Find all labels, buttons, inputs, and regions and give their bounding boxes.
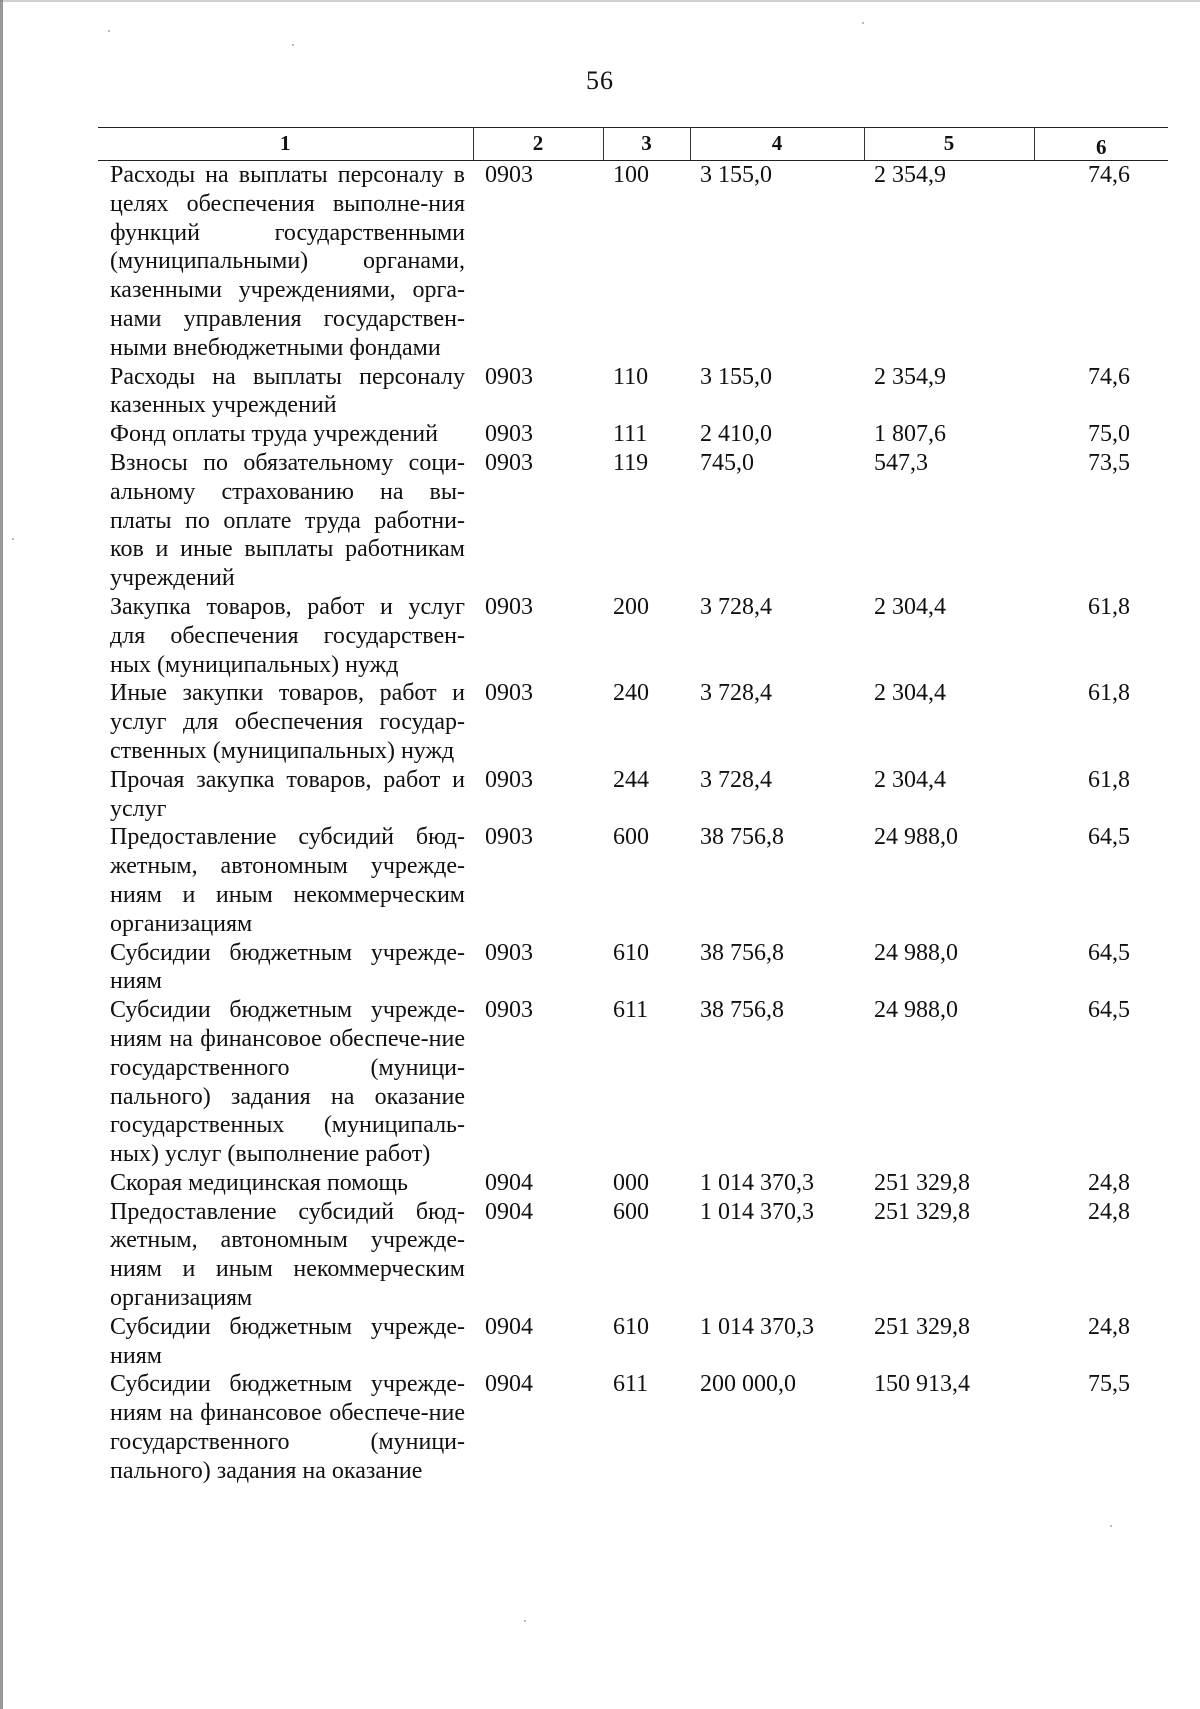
row-section-code: 0903 xyxy=(485,363,533,390)
row-expense-type: 610 xyxy=(613,939,649,966)
row-name: Субсидии бюджетным учрежде-ниям на финансовое обеспече-ние государственного (муници-пального) задания на оказание государственных (муниципаль-ных) услуг (выполнение работ) xyxy=(110,997,465,1168)
table-row xyxy=(98,939,1168,997)
row-expense-type: 600 xyxy=(613,1198,649,1225)
row-name: Субсидии бюджетным учрежде-ниям xyxy=(110,939,465,995)
row-section-code: 0903 xyxy=(485,680,533,707)
row-section-code: 0904 xyxy=(485,1371,533,1398)
row-plan-value: 3 155,0 xyxy=(700,363,772,390)
table-row xyxy=(98,823,1168,938)
header-col-3: 3 xyxy=(603,128,690,161)
table-row xyxy=(98,593,1168,679)
row-section-code: 0903 xyxy=(485,939,533,966)
header-col-2: 2 xyxy=(473,128,603,161)
row-actual-value: 24 988,0 xyxy=(874,824,958,851)
table-row xyxy=(98,420,1168,449)
row-percent: 74,6 xyxy=(1088,363,1130,390)
row-expense-type: 244 xyxy=(613,766,649,793)
budget-table xyxy=(98,127,1168,1486)
row-section-code: 0904 xyxy=(485,1169,533,1196)
row-section-code: 0903 xyxy=(485,449,533,476)
row-percent: 74,6 xyxy=(1088,162,1130,188)
header-col-1: 1 xyxy=(98,128,473,161)
row-name: Расходы на выплаты персоналу в целях обеспечения выполне-ния функций государственными (муниципальными) органами, казенными учреждениями, орга-нами управления государствен-ными внебюджетными фондами xyxy=(110,162,465,361)
row-actual-value: 2 304,4 xyxy=(874,766,946,793)
row-expense-type: 110 xyxy=(613,363,649,390)
row-expense-type: 200 xyxy=(613,593,649,620)
row-plan-value: 2 410,0 xyxy=(700,421,772,448)
table-row xyxy=(98,161,1168,363)
row-section-code: 0903 xyxy=(485,824,533,851)
scan-speck xyxy=(862,22,864,24)
row-plan-value: 745,0 xyxy=(700,449,754,476)
row-percent: 73,5 xyxy=(1088,449,1130,476)
row-actual-value: 547,3 xyxy=(874,449,928,476)
row-plan-value: 1 014 370,3 xyxy=(700,1198,814,1225)
row-percent: 75,5 xyxy=(1088,1371,1130,1398)
row-expense-type: 000 xyxy=(613,1169,649,1196)
row-percent: 64,5 xyxy=(1088,997,1130,1024)
row-section-code: 0903 xyxy=(485,162,533,188)
row-name: Субсидии бюджетным учрежде-ниям xyxy=(110,1313,465,1369)
row-plan-value: 3 728,4 xyxy=(700,593,772,620)
row-actual-value: 2 304,4 xyxy=(874,593,946,620)
row-percent: 24,8 xyxy=(1088,1313,1130,1340)
row-percent: 24,8 xyxy=(1088,1198,1130,1225)
row-plan-value: 200 000,0 xyxy=(700,1371,796,1398)
row-plan-value: 38 756,8 xyxy=(700,939,784,966)
table-row xyxy=(98,996,1168,1169)
row-expense-type: 100 xyxy=(613,162,649,188)
row-percent: 75,0 xyxy=(1088,421,1130,448)
row-plan-value: 38 756,8 xyxy=(700,997,784,1024)
scan-speck xyxy=(292,44,294,46)
row-plan-value: 3 728,4 xyxy=(700,680,772,707)
page-number: 56 xyxy=(586,66,614,95)
row-section-code: 0903 xyxy=(485,593,533,620)
table-row xyxy=(98,679,1168,765)
header-col-6: 6 xyxy=(1034,128,1168,161)
header-col-4: 4 xyxy=(690,128,864,161)
row-actual-value: 2 354,9 xyxy=(874,363,946,390)
row-name: Предоставление субсидий бюд-жетным, автономным учрежде-ниям и иным некоммерческим организациям xyxy=(110,824,465,937)
row-expense-type: 611 xyxy=(613,1371,649,1398)
row-plan-value: 1 014 370,3 xyxy=(700,1169,814,1196)
row-section-code: 0903 xyxy=(485,766,533,793)
row-percent: 61,8 xyxy=(1088,766,1130,793)
header-row xyxy=(98,128,1168,161)
scan-edge-top xyxy=(0,0,1200,2)
row-section-code: 0904 xyxy=(485,1198,533,1225)
row-name: Скорая медицинская помощь xyxy=(110,1169,408,1196)
row-plan-value: 1 014 370,3 xyxy=(700,1313,814,1340)
row-percent: 64,5 xyxy=(1088,824,1130,851)
table-row xyxy=(98,1313,1168,1371)
row-name: Взносы по обязательному соци-альному страхованию на вы-платы по оплате труда работни-ков и иные выплаты работникам учреждений xyxy=(110,449,465,592)
scan-speck xyxy=(524,1620,526,1622)
row-name: Субсидии бюджетным учрежде-ниям на финансовое обеспече-ние государственного (муници-пального) задания на оказание xyxy=(110,1371,465,1484)
row-actual-value: 24 988,0 xyxy=(874,997,958,1024)
row-actual-value: 251 329,8 xyxy=(874,1169,970,1196)
row-expense-type: 119 xyxy=(613,449,649,476)
row-percent: 61,8 xyxy=(1088,680,1130,707)
row-name: Фонд оплаты труда учреждений xyxy=(110,421,438,448)
table-row xyxy=(98,363,1168,421)
row-name: Расходы на выплаты персоналу казенных учреждений xyxy=(110,363,465,419)
row-actual-value: 251 329,8 xyxy=(874,1198,970,1225)
row-name: Прочая закупка товаров, работ и услуг xyxy=(110,766,465,822)
table-row xyxy=(98,766,1168,824)
row-plan-value: 38 756,8 xyxy=(700,824,784,851)
row-percent: 61,8 xyxy=(1088,593,1130,620)
row-actual-value: 1 807,6 xyxy=(874,421,946,448)
scan-edge-left xyxy=(0,0,3,1709)
row-name: Предоставление субсидий бюд-жетным, автономным учрежде-ниям и иным некоммерческим организациям xyxy=(110,1198,465,1312)
row-plan-value: 3 155,0 xyxy=(700,162,772,188)
row-percent: 64,5 xyxy=(1088,939,1130,966)
row-name: Закупка товаров, работ и услуг для обеспечения государствен-ных (муниципальных) нужд xyxy=(110,593,465,678)
row-expense-type: 611 xyxy=(613,997,649,1024)
row-expense-type: 600 xyxy=(613,824,649,851)
scan-speck xyxy=(108,30,110,32)
row-percent: 24,8 xyxy=(1088,1169,1130,1196)
row-actual-value: 2 354,9 xyxy=(874,162,946,188)
header-col-5: 5 xyxy=(864,128,1034,161)
row-expense-type: 240 xyxy=(613,680,649,707)
row-actual-value: 150 913,4 xyxy=(874,1371,970,1398)
row-expense-type: 610 xyxy=(613,1313,649,1340)
row-section-code: 0904 xyxy=(485,1313,533,1340)
row-actual-value: 24 988,0 xyxy=(874,939,958,966)
row-name: Иные закупки товаров, работ и услуг для обеспечения государ-ственных (муниципальных) нужд xyxy=(110,680,465,764)
row-section-code: 0903 xyxy=(485,421,533,448)
table-row xyxy=(98,1370,1168,1485)
scan-speck xyxy=(1110,1525,1112,1527)
scan-speck xyxy=(12,538,14,540)
table-row xyxy=(98,1198,1168,1313)
row-actual-value: 251 329,8 xyxy=(874,1313,970,1340)
row-actual-value: 2 304,4 xyxy=(874,680,946,707)
row-expense-type: 111 xyxy=(613,421,648,448)
row-section-code: 0903 xyxy=(485,997,533,1024)
table-row xyxy=(98,1169,1168,1198)
row-plan-value: 3 728,4 xyxy=(700,766,772,793)
table-row xyxy=(98,449,1168,593)
table-body xyxy=(98,161,1168,1486)
